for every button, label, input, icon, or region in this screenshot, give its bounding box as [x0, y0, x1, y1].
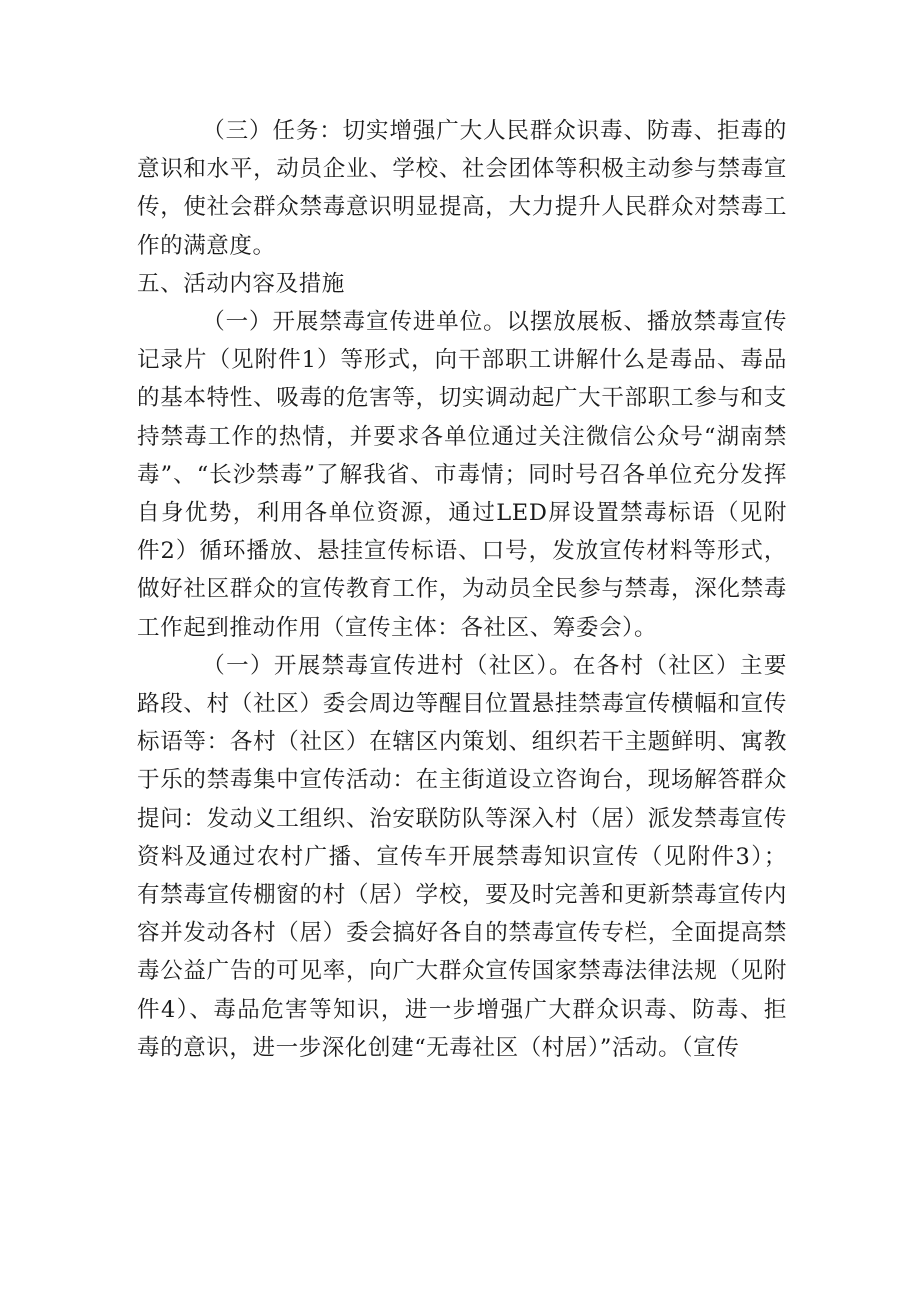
- paragraph-units: （一）开展禁毒宣传进单位。以摆放展板、播放禁毒宣传记录片（见附件1）等形式，向干部职工讲解什么是毒品、毒品的基本特性、吸毒的危害等，切实调动起广大干部职工参与和支持禁毒工作的热情，并要求各单位通过关注微信公众号“湖南禁毒”、“长沙禁毒”了解我省、市毒情；同时号召各单位充分发挥自身优势，利用各单位资源，通过LED屏设置禁毒标语（见附件2）循环播放、悬挂宣传标语、口号，发放宣传材料等形式，做好社区群众的宣传教育工作，为动员全民参与禁毒，深化禁毒工作起到推动作用（宣传主体：各社区、筹委会）。: [137, 309, 787, 641]
- paragraph-task: （三）任务：切实增强广大人民群众识毒、防毒、拒毒的意识和水平，动员企业、学校、社会团体等积极主动参与禁毒宣传，使社会群众禁毒意识明显提高，大力提升人民群众对禁毒工作的满意度。: [137, 118, 787, 259]
- document-page: [137, 112, 787, 1067]
- paragraph-villages: （一）开展禁毒宣传进村（社区）。在各村（社区）主要路段、村（社区）委会周边等醒目位置悬挂禁毒宣传横幅和宣传标语等：各村（社区）在辖区内策划、组织若干主题鲜明、寓教于乐的禁毒集中宣传活动：在主街道设立咨询台，现场解答群众提问：发动义工组织、治安联防队等深入村（居）派发禁毒宣传资料及通过农村广播、宣传车开展禁毒知识宣传（见附件3）；有禁毒宣传棚窗的村（居）学校，要及时完善和更新禁毒宣传内容并发动各村（居）委会搞好各自的禁毒宣传专栏，全面提高禁毒公益广告的可见率，向广大群众宣传国家禁毒法律法规（见附件4）、毒品危害等知识，进一步增强广大群众识毒、防毒、拒毒的意识，进一步深化创建“无毒社区（村居）”活动。（宣传: [137, 652, 787, 1061]
- section-heading-five: 五、活动内容及措施: [137, 270, 345, 297]
